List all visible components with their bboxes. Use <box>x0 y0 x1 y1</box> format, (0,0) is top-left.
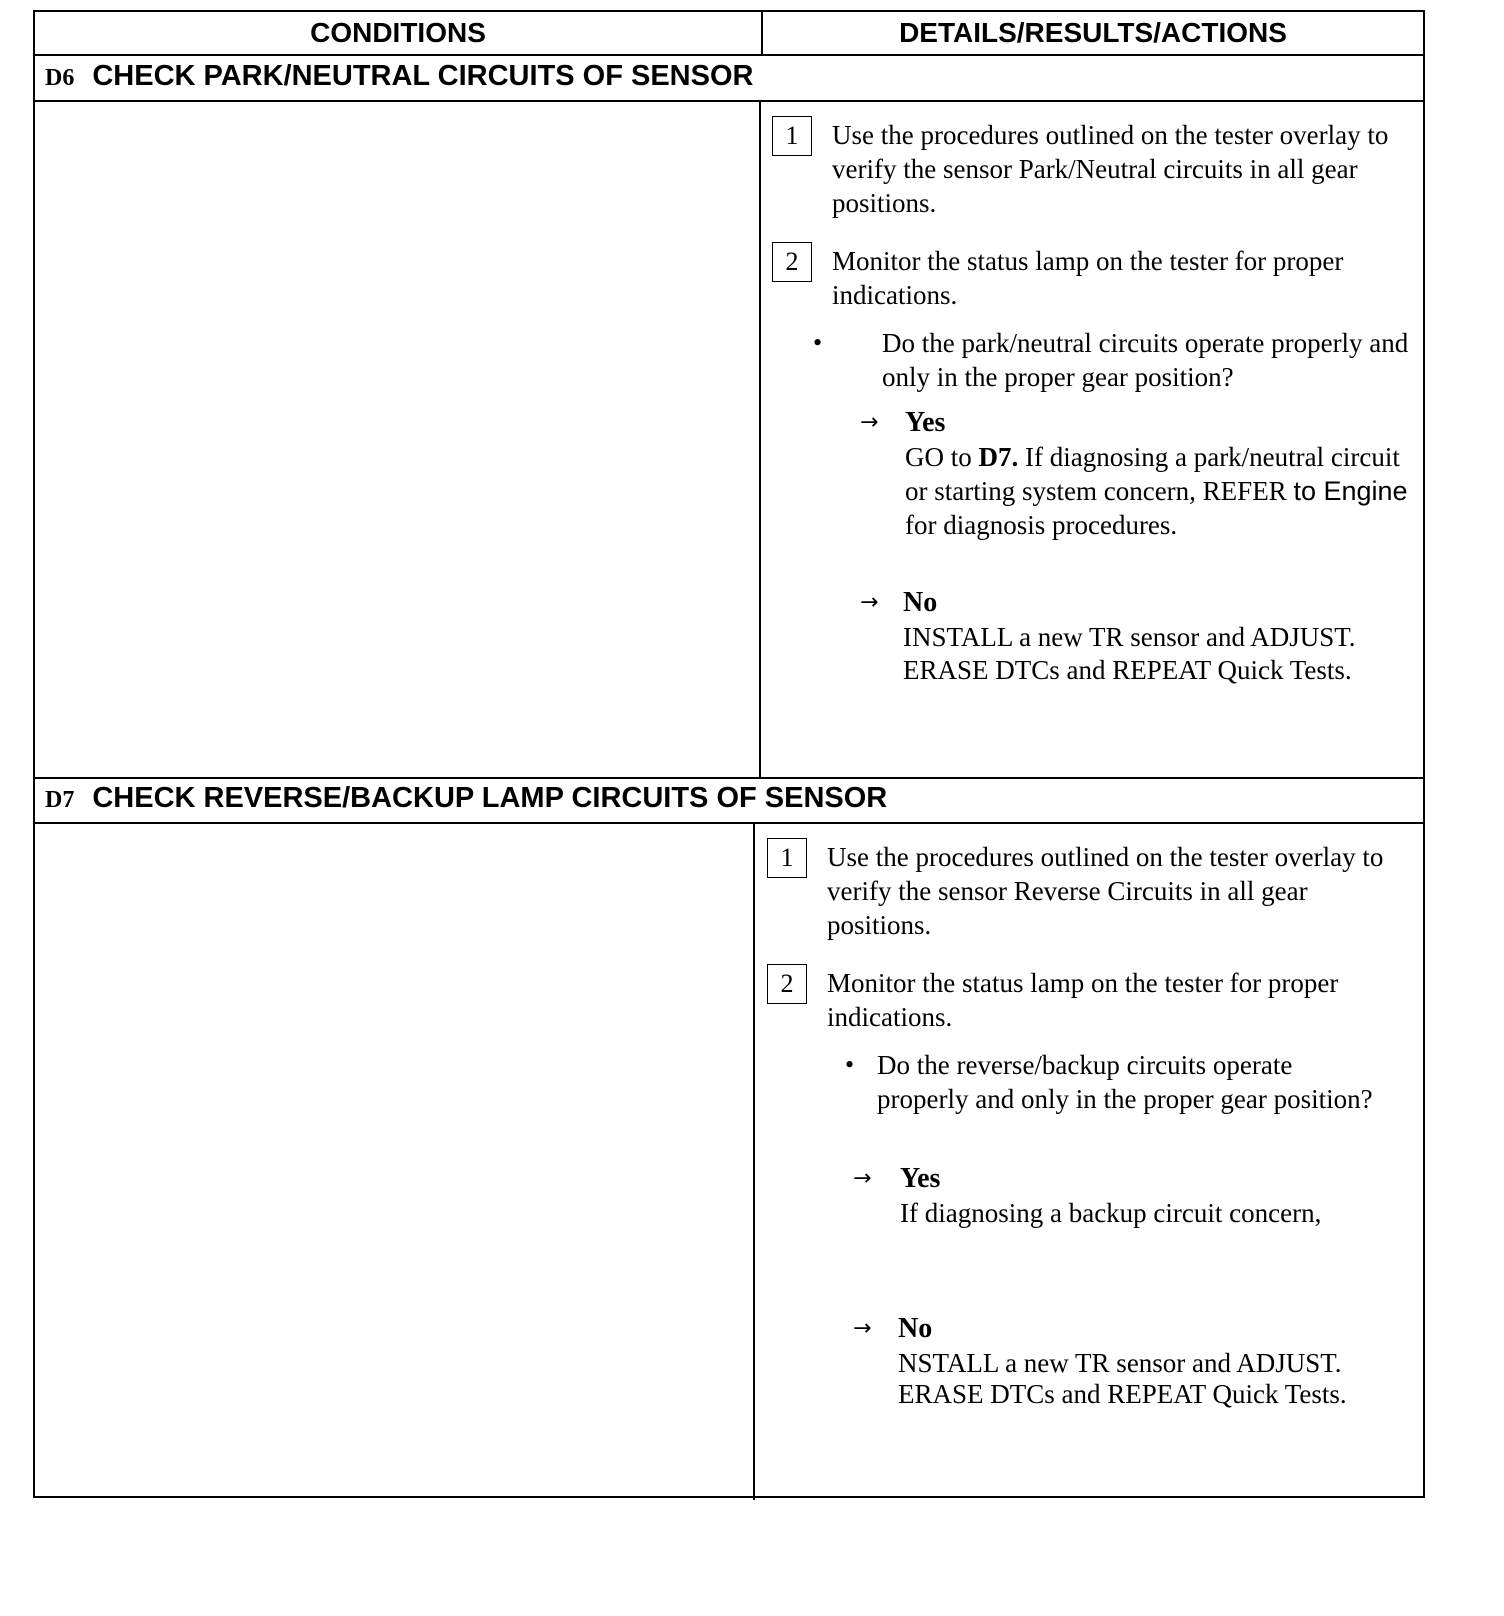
d6-yes-end: for diagnosis procedures. <box>905 510 1178 540</box>
diagnostic-table <box>33 10 1425 1498</box>
d7-no-line1: NSTALL a new TR sensor and ADJUST. <box>898 1348 1342 1378</box>
header-column-divider <box>761 12 763 54</box>
d6-yes-arrow-icon: → <box>860 410 879 435</box>
d6-step1-number: 1 <box>772 116 812 156</box>
d6-yes-text <box>905 440 1415 542</box>
d6-step1-text: Use the procedures outlined on the tester overlay to verify the sensor Park/Neutral circuits in all gear positions. <box>832 120 1389 218</box>
d6-yes-to-engine: to Engine <box>1293 476 1408 506</box>
d6-no-arrow-icon: → <box>860 590 879 615</box>
d7-title-divider <box>35 822 1423 824</box>
d7-step1-number: 1 <box>767 838 807 878</box>
d6-step2-number: 2 <box>772 242 812 282</box>
d6-no-line1: INSTALL a new TR sensor and ADJUST. <box>903 622 1356 652</box>
d7-section-title <box>45 780 887 818</box>
header-divider <box>35 54 1423 56</box>
d7-no-label: No <box>898 1313 933 1344</box>
d7-step-id: D7 <box>45 787 75 813</box>
d6-question: Do the park/neutral circuits operate properly and only in the proper gear position? <box>882 328 1409 392</box>
d6-step-id: D6 <box>45 65 75 91</box>
d6-yes-rest: If diagnosing a park/neutral circuit or starting system concern, REFER <box>905 442 1400 506</box>
d7-yes-label: Yes <box>900 1163 941 1194</box>
d6-column-divider <box>759 100 761 777</box>
d7-no-arrow-icon: → <box>853 1316 872 1341</box>
d6-step2-text: Monitor the status lamp on the tester for proper indications. <box>832 246 1344 310</box>
d7-step2-number: 2 <box>767 964 807 1004</box>
d6-yes-target[interactable]: D7. <box>978 442 1019 472</box>
d7-bullet: • <box>845 1050 855 1079</box>
details-header: DETAILS/RESULTS/ACTIONS <box>899 17 1287 48</box>
d7-no-line2: ERASE DTCs and REPEAT Quick Tests. <box>898 1379 1347 1409</box>
d7-yes-text: If diagnosing a backup circuit concern, <box>900 1198 1322 1228</box>
d7-step-name: CHECK REVERSE/BACKUP LAMP CIRCUITS OF SENSOR <box>92 782 888 814</box>
d7-column-divider <box>753 822 755 1500</box>
d6-no-line2: ERASE DTCs and REPEAT Quick Tests. <box>903 655 1352 685</box>
d6-section-end <box>35 777 1423 779</box>
d6-yes-label: Yes <box>905 407 946 438</box>
d6-title-divider <box>35 100 1423 102</box>
d6-bullet: • <box>813 328 823 357</box>
d6-step-name: CHECK PARK/NEUTRAL CIRCUITS OF SENSOR <box>92 60 754 92</box>
d7-yes-arrow-icon: → <box>853 1166 872 1191</box>
d7-step2-text: Monitor the status lamp on the tester for proper indications. <box>827 968 1339 1032</box>
d6-no-label: No <box>903 587 938 618</box>
d6-section-title <box>45 58 753 96</box>
d7-question: Do the reverse/backup circuits operate properly and only in the proper gear position? <box>877 1050 1373 1114</box>
conditions-header: CONDITIONS <box>310 17 486 48</box>
d6-yes-go: GO to <box>905 442 972 472</box>
d7-step1-text: Use the procedures outlined on the tester overlay to verify the sensor Reverse Circuits in all gear positions. <box>827 842 1384 940</box>
